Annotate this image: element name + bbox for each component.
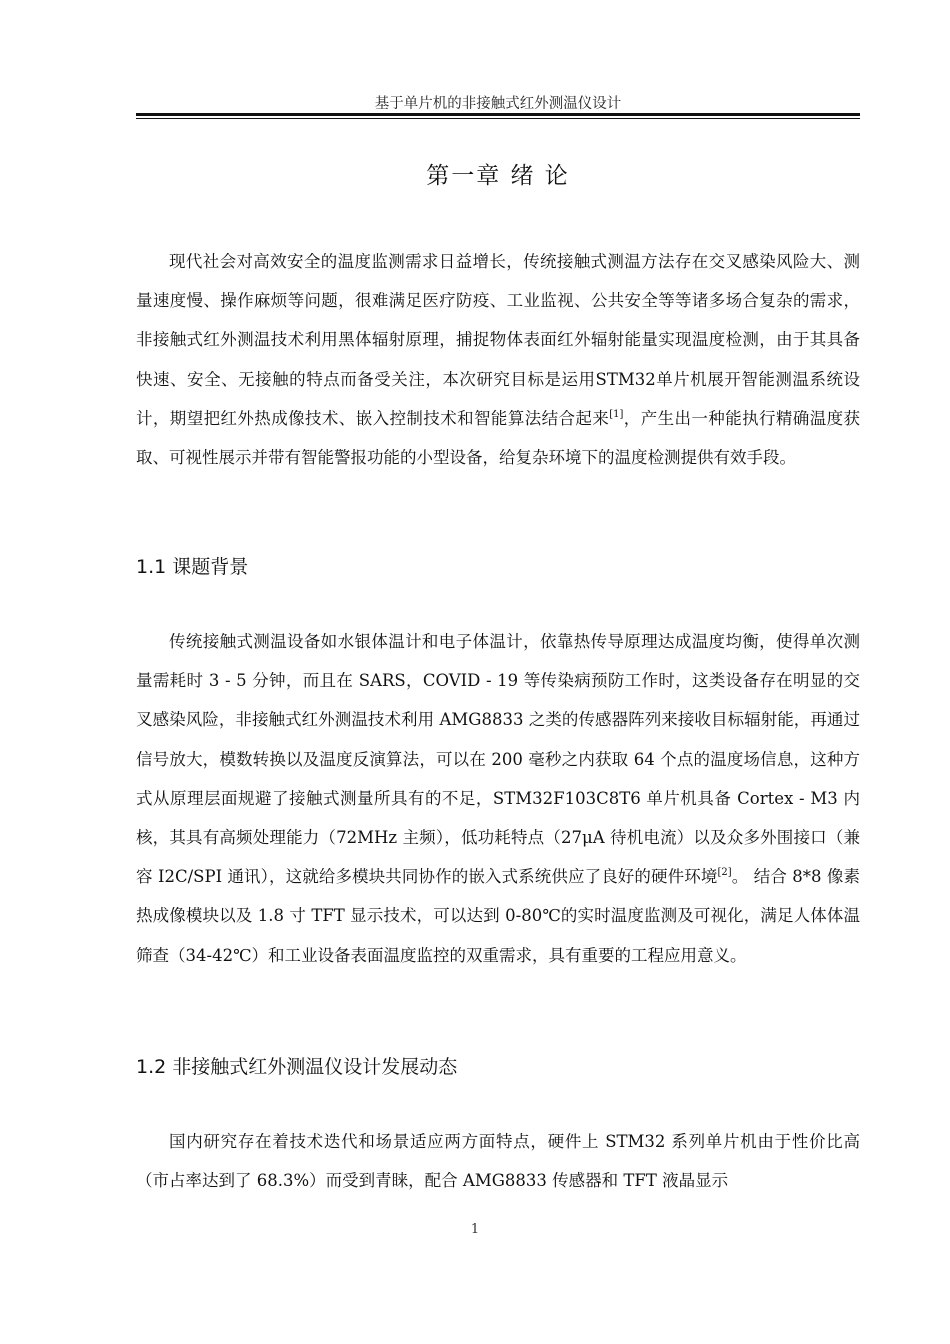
section-1-2-title: 1.2 非接触式红外测温仪设计发展动态 — [136, 1056, 458, 1078]
header-rule-thin — [136, 118, 860, 119]
section-1-1-paragraph — [136, 622, 860, 975]
header-rule-thick — [136, 113, 860, 116]
section-1-2-paragraph: 国内研究存在着技术迭代和场景适应两方面特点，硬件上 STM32 系列单片机由于性价比高（市占率达到了 68.3%）而受到青睐，配合 AMG8833 传感器和 TFT 液晶显示 — [136, 1132, 860, 1191]
intro-text-b: ，产生出一种能执行精确温度获取、可视性展示并带有智能警报功能的小型设备，给复杂环境下的温度检测提供有效手段。 — [136, 408, 861, 468]
section-1-1-title: 1.1 课题背景 — [136, 556, 249, 578]
chapter-title: 第一章 绪 论 — [426, 163, 570, 189]
intro-paragraph — [136, 242, 860, 477]
section-1-1-text-a: 传统接触式测温设备如水银体温计和电子体温计，依靠热传导原理达成温度均衡，使得单次测量需耗时 3 - 5 分钟，而且在 SARS，COVID - 19 等传染病预防工作时，这类设备存在明显的交叉感染风险，非接触式红外测温技术利用 AMG8833 之类的传感器阵列来接收目标辐射能，再通过信号放大，模数转换以及温度反演算法，可以在 200 毫秒之内获取 64 个点的温度场信息，这种方式从原理层面规避了接触式测量所具有的不足，STM32F103C8T6 单片机具备 Cortex - M3 内核，其具有高频处理能力（72MHz 主频），低功耗特点（27μA 待机电流）以及众多外围接口（兼容 I2C/SPI 通讯），这就给多模块共同协作的嵌入式系统供应了良好的硬件环境 — [136, 632, 860, 887]
page-number: 1 — [470, 1222, 480, 1237]
citation-1: [1] — [609, 408, 624, 420]
running-header: 基于单片机的非接触式红外测温仪设计 — [374, 96, 622, 112]
citation-2: [2] — [717, 867, 732, 879]
section-1-1-text-b: 。 结合 8*8 像素热成像模块以及 1.8 寸 TFT 显示技术，可以达到 0-80℃的实时温度监测及可视化，满足人体体温筛查（34-42℃）和工业设备表面温度监控的双重需求，具有重要的工程应用意义。 — [136, 867, 860, 965]
intro-text-a: 现代社会对高效安全的温度监测需求日益增长，传统接触式测温方法存在交叉感染风险大、测量速度慢、操作麻烦等问题，很难满足医疗防疫、工业监视、公共安全等等诸多场合复杂的需求，非接触式红外测温技术利用黑体辐射原理，捕捉物体表面红外辐射能量实现温度检测，由于其具备快速、安全、无接触的特点而备受关注，本次研究目标是运用STM32单片机展开智能测温系统设计，期望把红外热成像技术、嵌入控制技术和智能算法结合起来 — [136, 252, 860, 428]
